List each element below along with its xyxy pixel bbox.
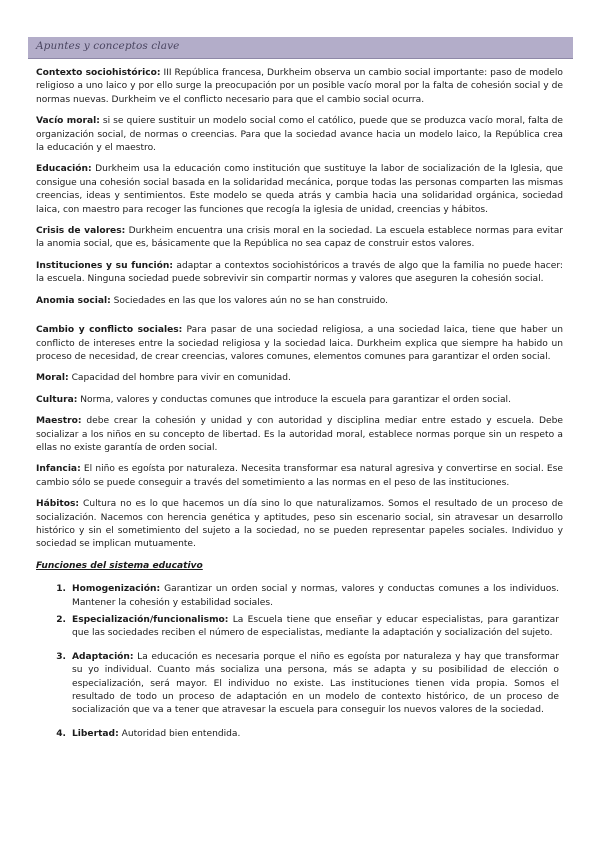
paragraph-text: Capacidad del hombre para vivir en comunidad. (68, 373, 291, 384)
list-number: 1. (56, 584, 66, 595)
content (36, 67, 563, 745)
term: Libertad: (72, 728, 119, 739)
term: Especialización/funcionalismo: (72, 615, 229, 625)
term: Instituciones y su función: (36, 260, 174, 271)
term: Homogenización: (72, 584, 161, 595)
paragraph-vacio-moral (36, 115, 563, 155)
paragraph-habitos (36, 498, 563, 552)
paragraph-instituciones (36, 260, 563, 287)
term: Anomia social: (36, 295, 111, 306)
paragraph-infancia (36, 463, 563, 490)
functions-list (36, 583, 563, 741)
paragraph-text: Durkheim encuentra una crisis moral en la sociedad. La escuela establece normas para evitar la anomia social, que es, básicamente que la República no sea capaz de construir estos valores. (36, 226, 564, 250)
paragraph-text: Norma, valores y conductas comunes que introduce la escuela para garantizar el orden social. (77, 394, 511, 405)
paragraph-text: adaptar a contextos sociohistóricos a través de algo que la familia no puede hacer: la escuela. Ninguna sociedad puede sobrevivir sin compartir normas y valores que aseguren la cohesión social. (36, 260, 563, 285)
term: Moral: (36, 373, 69, 384)
paragraph-text: III República francesa, Durkheim observa un cambio social importante: paso de modelo religioso a uno laico y por ello surge la preocupación por un posible vacío moral por la falta de cohesión social y de normas nuevas. Durkheim ve el conflicto necesario para que el cambio social ocurra. (36, 68, 563, 105)
term: Adaptación: (72, 651, 134, 662)
list-item (36, 728, 563, 741)
paragraph-text: Cultura no es lo que hacemos un día sino lo que naturalizamos. Somos el resultado de un proceso de socialización. Nacemos con herencia genética y aptitudes, peso sin escenario social, sin atravesar un desarrollo histórico y sin el sometimiento del sujeto a la sociedad, no se pueden representar papeles sociales. Individuo y sociedad se implican mutuamente. (36, 499, 563, 550)
paragraph-text: Para pasar de una sociedad religiosa, a una sociedad laica, tiene que haber un conflicto de intereses entre la sociedad religiosa y la sociedad laica. Durkheim explica que siempre ha habido un proceso de necesidad, de crear creencias, valores comunes, elementos comunes para garantizar el orden social. (36, 325, 563, 362)
header-title: Apuntes y conceptos clave (36, 40, 180, 52)
term: Infancia: (36, 464, 81, 475)
list-number: 4. (56, 728, 66, 739)
list-item-text: Garantizar un orden social y normas, valores y conductas comunes a los individuos. Mantener la cohesión y estabilidad sociales. (72, 584, 559, 608)
term: Maestro: (36, 416, 82, 427)
list-item-text: La educación es necesaria porque el niño es egoísta por naturaleza y hay que transformar su yo individual. Cuanto más socializa una persona, más se adapta y su posibilidad de elección o especialización, será mayor. El individuo no existe. Las instituciones tienen vida propia. Somos el resultado de todo un proceso de adaptación en un modelo de contexto histórico, de un proceso de socialización que va a tener que atravesar la escuela para conseguir los nuevos valores de la sociedad. (72, 651, 559, 716)
term: Cambio y conflicto sociales: (36, 325, 183, 336)
paragraph-cambio (36, 324, 563, 364)
paragraph-maestro (36, 415, 563, 455)
term: Crisis de valores: (36, 226, 126, 237)
list-item (36, 614, 563, 641)
paragraph-text: Sociedades en las que los valores aún no se han construido. (110, 295, 389, 306)
list-item (36, 583, 563, 610)
list-item-body (72, 651, 563, 718)
list-item-text: Autoridad bien entendida. (118, 728, 241, 739)
paragraph-text: Durkheim usa la educación como institución que sustituye la labor de socialización de la Iglesia, que consigue una cohesión social basada en la solidaridad mecánica, porque todas las personas comparten las mismas creencias, ideas y sentimientos. Este modelo se queda atrás y cambia hacia una solidaridad orgánica, sociedad laica, con maestro para recoger las funciones que recogía la iglesia de unidad, creencias y hábitos. (36, 164, 563, 215)
list-number: 3. (56, 651, 66, 662)
term: Cultura: (36, 394, 78, 405)
list-item-body (72, 614, 563, 641)
term: Vacío moral: (36, 116, 100, 127)
section-heading: Funciones del sistema educativo (36, 560, 203, 571)
header-bar (28, 37, 573, 59)
paragraph-crisis (36, 225, 563, 252)
paragraph-cultura (36, 394, 563, 407)
list-item-body (72, 583, 563, 610)
paragraph-educacion (36, 163, 563, 217)
paragraph-text: si se quiere sustituir un modelo social como el católico, puede que se produzca vacío moral, falta de organización social, de normas o creencias. Para que la sociedad avance hacia un modelo laico, la República crea la educación y el maestro. (36, 116, 563, 154)
term: Contexto sociohistórico: (36, 68, 161, 78)
list-item-text: La Escuela tiene que enseñar y educar especialistas, para garantizar que las sociedades reciben el número de especialistas, mediante la adaptación y socialización del sujeto. (72, 615, 559, 639)
list-item-body (72, 728, 563, 741)
term: Hábitos: (36, 499, 80, 510)
paragraph-moral (36, 372, 563, 385)
term: Educación: (36, 164, 92, 175)
paragraph-text: El niño es egoísta por naturaleza. Necesita transformar esa natural agresiva y convertirse en social. Ese cambio sólo se puede conseguir a través del sometimiento a las normas en el peso de las instituciones. (36, 464, 563, 488)
paragraph-anomia (36, 295, 563, 308)
list-number: 2. (56, 615, 66, 625)
list-item (36, 651, 563, 718)
paragraph-contexto (36, 67, 563, 107)
paragraph-text: debe crear la cohesión y unidad y con autoridad y disciplina mediar entre estado y escuela. Debe socializar a los niños en su concepto de libertad. Es la autoridad moral, establece normas porque sin un respeto a ellas no existe garantía de orden social. (36, 416, 563, 453)
